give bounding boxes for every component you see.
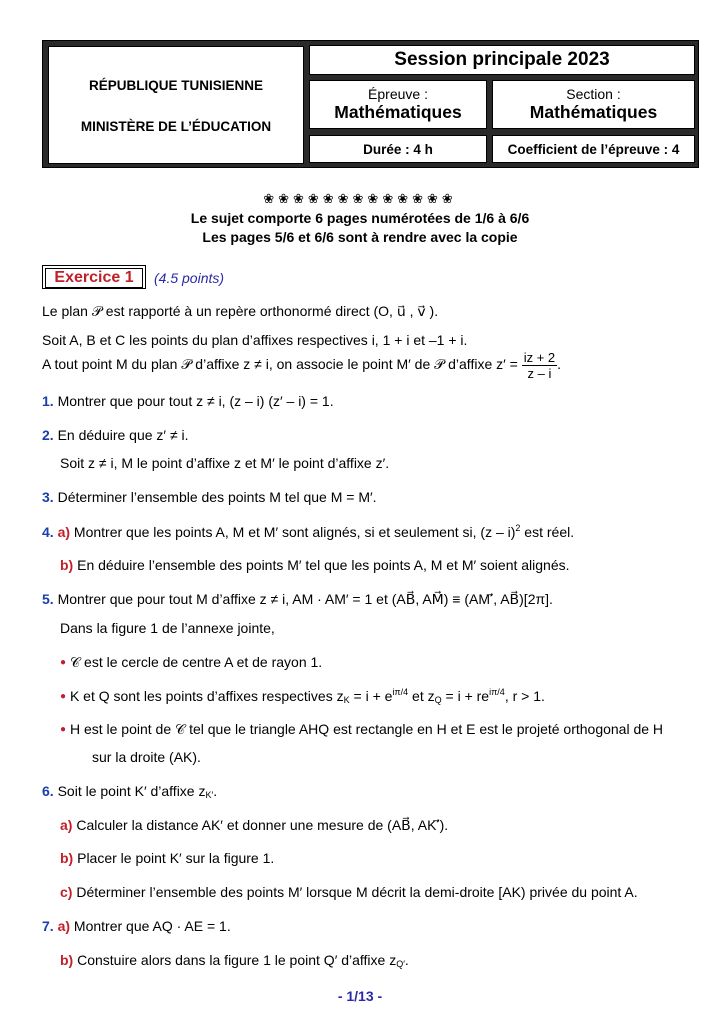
- question-4-number: 4.: [42, 524, 54, 540]
- mapping-end: .: [557, 356, 562, 373]
- question-6c: [60, 884, 638, 900]
- flower-divider: ❀❀❀❀❀❀❀❀❀❀❀❀❀: [263, 192, 457, 207]
- question-1-number: 1.: [42, 393, 54, 409]
- question-6b-text: Placer le point K′ sur la figure 1.: [77, 850, 275, 866]
- ministry-label: MINISTÈRE DE L’ÉDUCATION: [80, 119, 272, 134]
- question-6c-text: Déterminer l’ensemble des points M′ lorsque M décrit la demi-droite [AK) privée du point A.: [76, 884, 638, 900]
- question-1-text: Montrer que pour tout z ≠ i, (z – i) (z′ – i) = 1.: [57, 393, 334, 409]
- bullet-kq-mid1: = i + e: [349, 688, 393, 704]
- exercise-points: (4.5 points): [154, 270, 225, 286]
- question-4a-text: Montrer que les points A, M et M′ sont alignés, si et seulement si, (z – i): [73, 524, 516, 540]
- paragraph-mapping: [42, 350, 561, 381]
- subscript-k-prime: K′: [205, 790, 214, 800]
- bullet-kq-mid2: et z: [408, 688, 435, 704]
- bullet-kq-end: , r > 1.: [504, 688, 545, 704]
- section-label: Section :: [566, 86, 621, 102]
- question-6a: [60, 817, 448, 834]
- section-box: [492, 80, 695, 129]
- question-7a: [42, 918, 231, 934]
- bullet-point-h-continued: sur la droite (AK).: [92, 749, 201, 765]
- bullet-icon: ●: [60, 657, 67, 668]
- question-6b: [60, 850, 274, 866]
- section-value: Mathématiques: [529, 102, 658, 122]
- question-3-number: 3.: [42, 489, 54, 505]
- question-7b: [60, 952, 409, 969]
- mapping-text: A tout point M du plan 𝒫 d’affixe z ≠ i, on associe le point M′ de 𝒫 d’affixe z′ =: [42, 356, 518, 373]
- question-6-number: 6.: [42, 783, 54, 799]
- epreuve-value: Mathématiques: [334, 102, 462, 122]
- fraction-numerator: iz + 2: [523, 350, 556, 365]
- page-number: - 1/13 -: [337, 988, 383, 1004]
- question-6b-label: b): [60, 850, 74, 866]
- question-4a-exponent: 2: [515, 523, 521, 533]
- epreuve-label: Épreuve :: [368, 86, 428, 102]
- paragraph-points: Soit A, B et C les points du plan d’affixes respectives i, 1 + i et –1 + i.: [42, 332, 468, 348]
- epreuve-box: [309, 80, 487, 129]
- question-4b-label: b): [60, 557, 74, 573]
- question-5-number: 5.: [42, 591, 54, 607]
- exercise-title: Exercice 1: [45, 268, 143, 288]
- exercise-title-box: [42, 265, 146, 289]
- intro-line-1: Le sujet comporte 6 pages numérotées de 1/6 à 6/6: [190, 210, 530, 226]
- bullet-point-h: [60, 721, 663, 738]
- question-4a: [42, 523, 574, 540]
- paragraph-plan: Le plan 𝒫 est rapporté à un repère orthonormé direct (O, u⃗ , v⃗ ).: [42, 303, 439, 319]
- bullet-circle: [60, 654, 322, 671]
- duration-label: Durée : 4 h: [309, 135, 487, 163]
- bullet-kq-mid3: = i + re: [441, 688, 490, 704]
- question-7b-end: .: [404, 952, 409, 968]
- subscript-q-prime: Q′: [396, 959, 405, 969]
- question-6a-text: Calculer la distance AK′ et donner une mesure de (AB⃗, AK′⃗).: [76, 817, 449, 833]
- bullet-icon: ●: [60, 724, 67, 735]
- question-4a-label: a): [57, 524, 71, 540]
- question-4b: [60, 557, 570, 573]
- bullet-kq-text: K et Q sont les points d’affixes respectives z: [69, 688, 344, 704]
- question-2-text: En déduire que z′ ≠ i.: [57, 427, 189, 443]
- question-2: [42, 427, 189, 443]
- question-6-end: .: [213, 783, 218, 799]
- subscript-k: K: [343, 695, 350, 705]
- bullet-icon: ●: [60, 691, 67, 702]
- country-label: RÉPUBLIQUE TUNISIENNE: [88, 78, 264, 93]
- bullet-circle-text: 𝒞 est le cercle de centre A et de rayon 1.: [69, 654, 323, 670]
- question-6a-label: a): [60, 817, 73, 833]
- question-5-text: Montrer que pour tout M d’affixe z ≠ i, AM · AM′ = 1 et (AB⃗, AM⃗) ≡ (AM′⃗, AB⃗)[2π].: [57, 591, 553, 607]
- question-6-text: Soit le point K′ d’affixe z: [57, 783, 206, 799]
- question-7a-label: a): [57, 918, 71, 934]
- bullet-points-kq: [60, 687, 545, 705]
- question-7a-text: Montrer que AQ · AE = 1.: [73, 918, 231, 934]
- bullet-h-text: H est le point de 𝒞 tel que le triangle AHQ est rectangle en H et E est le projeté orthogonal de H: [69, 721, 664, 737]
- question-7b-label: b): [60, 952, 74, 968]
- question-1: [42, 393, 334, 409]
- question-7b-text: Constuire alors dans la figure 1 le point Q′ d’affixe z: [77, 952, 397, 968]
- question-4b-text: En déduire l’ensemble des points M′ tel que les points A, M et M′ soient alignés.: [77, 557, 570, 573]
- mapping-fraction: [522, 350, 557, 381]
- question-3-text: Déterminer l’ensemble des points M tel que M = M′.: [57, 489, 377, 505]
- institution-box: [48, 46, 304, 164]
- question-5-annex: Dans la figure 1 de l’annexe jointe,: [60, 620, 275, 636]
- exponent-k: iπ/4: [392, 687, 409, 697]
- intro-line-2: Les pages 5/6 et 6/6 sont à rendre avec la copie: [202, 229, 518, 245]
- question-2-followup: Soit z ≠ i, M le point d’affixe z et M′ le point d’affixe z′.: [60, 455, 390, 471]
- exam-header: [42, 40, 699, 168]
- question-5: [42, 591, 553, 608]
- question-7-number: 7.: [42, 918, 54, 934]
- question-6c-label: c): [60, 884, 73, 900]
- question-4a-end: est réel.: [520, 524, 575, 540]
- coefficient-label: Coefficient de l’épreuve : 4: [492, 135, 695, 163]
- subscript-q: Q: [434, 695, 442, 705]
- question-2-number: 2.: [42, 427, 54, 443]
- question-6: [42, 783, 217, 800]
- exponent-q: iπ/4: [489, 687, 505, 697]
- fraction-denominator: z – i: [527, 366, 552, 381]
- question-3: [42, 489, 377, 505]
- session-title: Session principale 2023: [309, 45, 695, 75]
